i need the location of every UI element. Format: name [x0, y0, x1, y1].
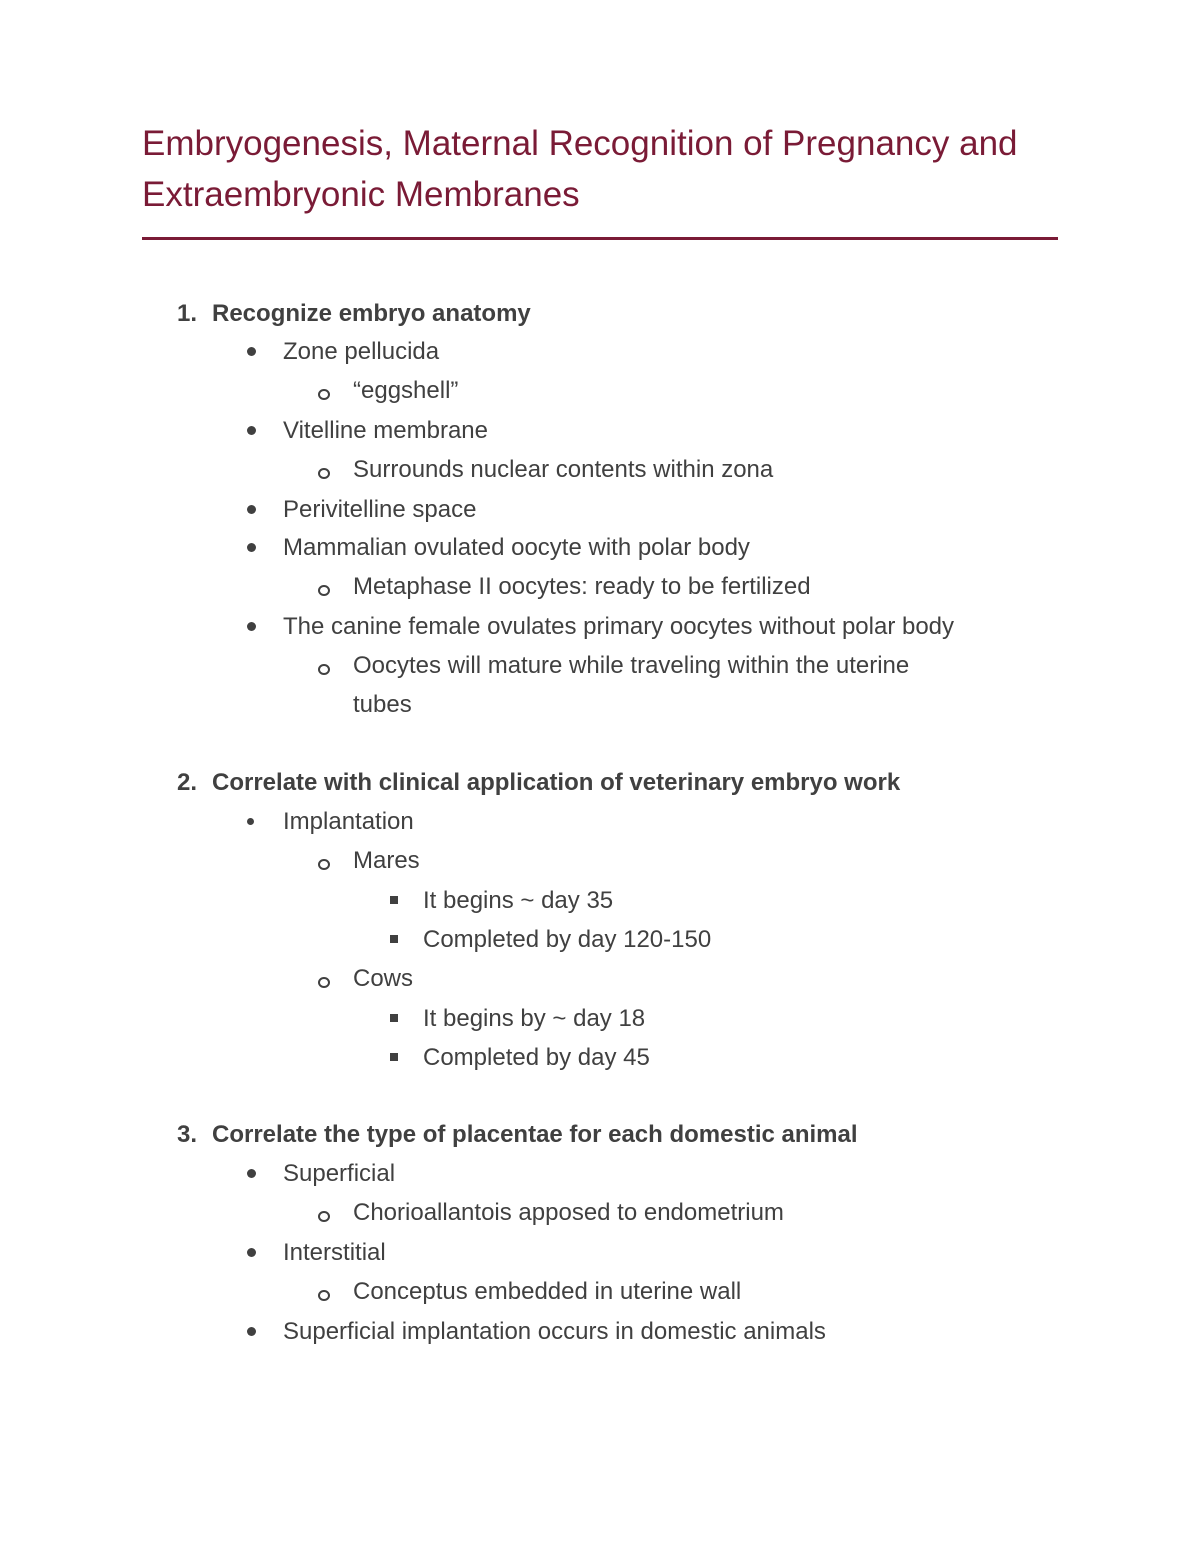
bullet-square-icon: [390, 896, 398, 904]
list-item-text: Completed by day 120-150: [423, 926, 712, 953]
section-1-number: 1.: [177, 300, 198, 327]
section-1-heading: Recognize embryo anatomy: [212, 300, 531, 327]
list-item-text: Perivitelline space: [283, 496, 477, 523]
bullet-circle-icon: [318, 977, 330, 988]
bullet-circle-icon: [318, 859, 330, 870]
section-3-number: 3.: [177, 1121, 198, 1148]
list-item-text: It begins ~ day 35: [423, 887, 614, 914]
list-item-text: Conceptus embedded in uterine wall: [353, 1278, 742, 1305]
list-item-text: Superficial: [283, 1160, 396, 1187]
list-item-text: Zone pellucida: [283, 338, 440, 365]
bullet-dot-icon: [247, 426, 256, 435]
list-item-text: Metaphase II oocytes: ready to be fertilized: [353, 573, 811, 600]
bullet-square-icon: [390, 935, 398, 943]
list-item-text: Chorioallantois apposed to endometrium: [353, 1199, 784, 1226]
bullet-dot-icon: [247, 347, 256, 356]
bullet-circle-icon: [318, 468, 330, 479]
list-item-text: Implantation: [283, 808, 414, 835]
bullet-dot-icon: [247, 543, 256, 552]
bullet-dot-icon: [247, 622, 256, 631]
section-2-number: 2.: [177, 769, 198, 796]
list-item-text: Interstitial: [283, 1239, 386, 1266]
section-3-heading: Correlate the type of placentae for each domestic animal: [212, 1121, 858, 1148]
list-item-text: Mammalian ovulated oocyte with polar body: [283, 534, 750, 561]
list-item-text: The canine female ovulates primary oocytes without polar body: [283, 613, 955, 640]
bullet-dot-icon: [247, 1169, 256, 1178]
list-item-text: Superficial implantation occurs in domestic animals: [283, 1318, 826, 1345]
document-title: Embryogenesis, Maternal Recognition of Pregnancy and Extraembryonic Membranes: [142, 124, 1018, 214]
bullet-dot-icon: [247, 1248, 256, 1257]
bullet-circle-icon: [318, 664, 330, 675]
bullet-circle-icon: [318, 1290, 330, 1301]
bullet-circle-icon: [318, 1211, 330, 1222]
bullet-square-icon: [390, 1014, 398, 1022]
bullet-circle-icon: [318, 389, 330, 400]
list-item-text: tubes: [353, 691, 412, 718]
bullet-square-icon: [390, 1053, 398, 1061]
section-2-heading: Correlate with clinical application of veterinary embryo work: [212, 769, 901, 796]
list-item-text: Cows: [353, 965, 414, 992]
list-item-text: Completed by day 45: [423, 1044, 650, 1071]
list-item-text: Surrounds nuclear contents within zona: [353, 456, 774, 483]
list-item-text: Oocytes will mature while traveling within the uterine: [353, 652, 910, 679]
bullet-dot-icon: [247, 818, 254, 825]
list-item-text: Mares: [353, 847, 420, 874]
list-item-text: “eggshell”: [353, 377, 459, 404]
list-item-text: Vitelline membrane: [283, 417, 488, 444]
bullet-dot-icon: [247, 505, 256, 514]
title-divider: [142, 237, 1058, 240]
bullet-circle-icon: [318, 585, 330, 596]
list-item-text: It begins by ~ day 18: [423, 1005, 646, 1032]
bullet-dot-icon: [247, 1327, 256, 1336]
